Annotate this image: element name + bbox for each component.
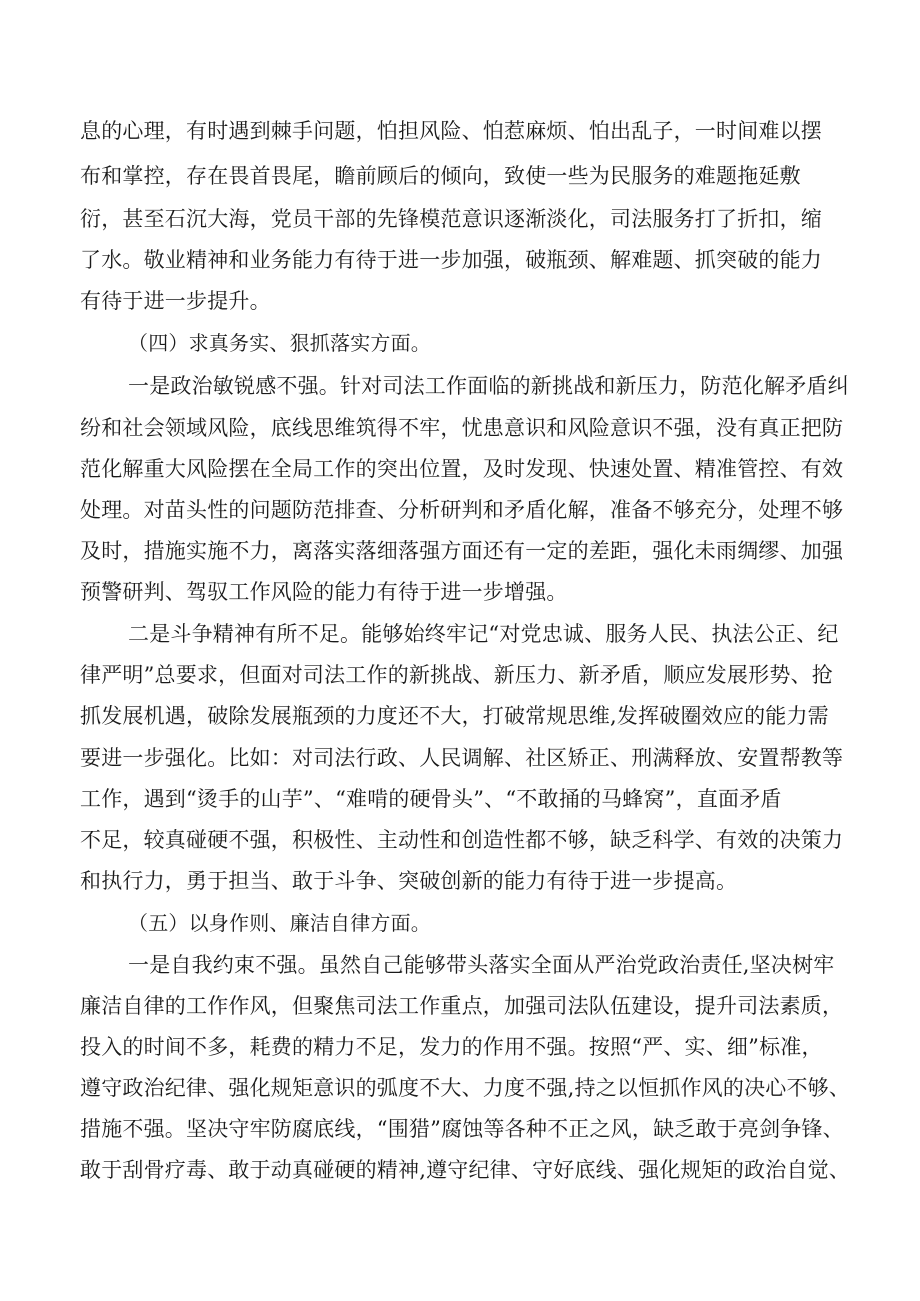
text-line: 衍，甚至石沉大海，党员干部的先锋模范意识逐渐淡化，司法服务打了折扣，缩	[80, 207, 822, 231]
text-line: 有待于进一步提升。	[80, 289, 271, 313]
text-line: 工作，遇到“烫手的山芋”、“难啃的硬骨头”、“不敢捅的马蜂窝”，直面矛盾	[80, 787, 782, 811]
text-line: 了水。敬业精神和业务能力有待于进一步加强，破瓶颈、解难题、抓突破的能力	[80, 248, 822, 272]
text-line: 范化解重大风险摆在全局工作的突出位置，及时发现、快速处置、精准管控、有效	[80, 457, 844, 481]
text-line: 纷和社会领域风险，底线思维筑得不牢，忧患意识和风险意识不强，没有真正把防	[80, 416, 844, 440]
text-line: 廉洁自律的工作作风，但聚焦司法工作重点，加强司法队伍建设，提升司法素质，	[80, 994, 844, 1018]
text-line: 遵守政治纪律、强化规矩意识的弧度不大、力度不强,持之以恒抓作风的决心不够、	[80, 1076, 851, 1100]
text-line: 要进一步强化。比如：对司法行政、人民调解、社区矫正、刑满释放、安置帮教等	[80, 746, 844, 770]
text-line: 和执行力，勇于担当、敢于斗争、突破创新的能力有待于进一步提高。	[80, 869, 738, 893]
text-line: 一是自我约束不强。虽然自己能够带头落实全面从严治党政治责任,坚决树牢	[128, 953, 835, 977]
text-line: 布和掌控，存在畏首畏尾，瞻前顾后的倾向，致使一些为民服务的难题拖延敷	[80, 164, 801, 188]
text-line: 及时，措施实施不力，离落实落细落强方面还有一定的差距，强化未雨绸缪、加强	[80, 539, 844, 563]
section-heading-5: （五）以身作则、廉洁自律方面。	[128, 911, 431, 935]
text-line: 预警研判、驾驭工作风险的能力有待于进一步增强。	[80, 580, 568, 604]
text-line: 一是政治敏锐感不强。针对司法工作面临的新挑战和新压力，防范化解矛盾纠	[128, 374, 849, 398]
text-line: 敢于刮骨疗毒、敢于动真碰硬的精神,遵守纪律、守好底线、强化规矩的政治自觉、	[80, 1158, 851, 1182]
text-line: 措施不强。坚决守牢防腐底线，“围猎”腐蚀等各种不正之风，缺乏敢于亮剑争锋、	[80, 1117, 844, 1141]
text-line: 抓发展机遇，破除发展瓶颈的力度还不大，打破常规思维,发挥破圈效应的能力需	[80, 704, 829, 728]
section-heading-4: （四）求真务实、狠抓落实方面。	[128, 331, 431, 355]
text-line: 律严明”总要求，但面对司法工作的新挑战、新压力、新矛盾，顺应发展形势、抢	[80, 663, 833, 687]
text-line: 不足，较真碰硬不强，积极性、主动性和创造性都不够，缺乏科学、有效的决策力	[80, 828, 844, 852]
text-line: 二是斗争精神有所不足。能够始终牢记“对党忠诚、服务人民、执法公正、纪	[128, 622, 839, 646]
text-line: 息的心理，有时遇到棘手问题，怕担风险、怕惹麻烦、怕出乱子，一时间难以摆	[80, 119, 822, 143]
text-line: 投入的时间不多，耗费的精力不足，发力的作用不强。按照“严、实、细”标准，	[80, 1035, 823, 1059]
text-line: 处理。对苗头性的问题防范排查、分析研判和矛盾化解，准备不够充分，处理不够	[80, 498, 844, 522]
